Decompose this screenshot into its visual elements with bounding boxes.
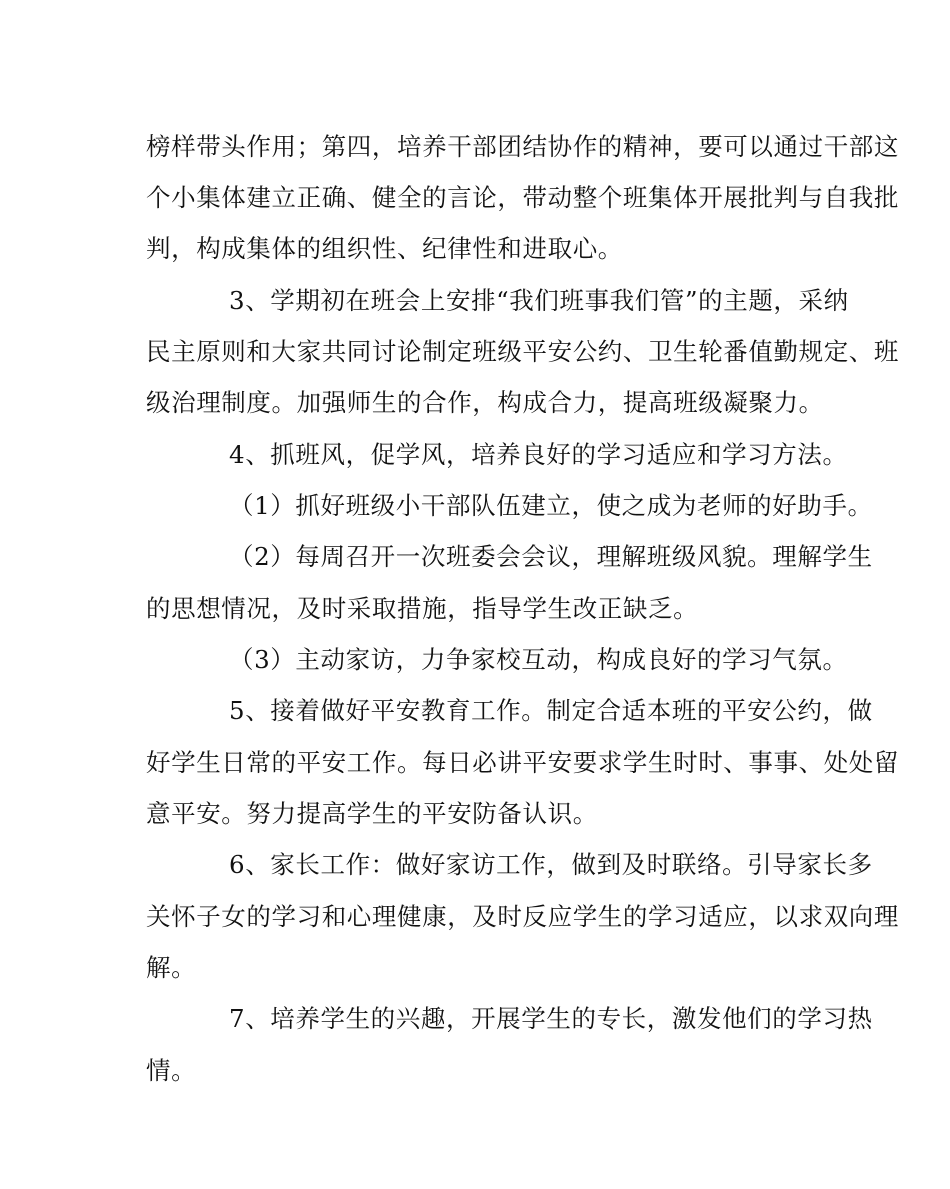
text-line: 3、学期初在班会上安排“我们班事我们管”的主题，采纳 [229,286,849,315]
text-line: 7、培养学生的兴趣，开展学生的专长，激发他们的学习热 [229,1004,873,1033]
text-line: 个小集体建立正确、健全的言论，带动整个班集体开展批判与自我批 [146,183,899,212]
text-line: 的思想情况，及时采取措施，指导学生改正缺乏。 [146,594,699,623]
text-line: 4、抓班风，促学风，培养良好的学习适应和学习方法。 [229,440,848,469]
text-line: 级治理制度。加强师生的合作，构成合力，提高班级凝聚力。 [146,388,824,417]
text-line: （3）主动家访，力争家校互动，构成良好的学习气氛。 [229,645,848,674]
text-line: （1）抓好班级小干部队伍建立，使之成为老师的好助手。 [229,491,873,520]
text-line: 解。 [146,953,197,982]
text-line: 关怀子女的学习和心理健康，及时反应学生的学习适应，以求双向理 [146,902,899,931]
text-line: 情。 [146,1056,197,1085]
text-line: 5、接着做好平安教育工作。制定合适本班的平安公约，做 [229,696,873,725]
text-line: 民主原则和大家共同讨论制定班级平安公约、卫生轮番值勤规定、班 [146,337,899,366]
text-line: （2）每周召开一次班委会会议，理解班级风貌。理解学生 [229,542,873,571]
text-line: 意平安。努力提高学生的平安防备认识。 [146,799,598,828]
text-line: 判，构成集体的组织性、纪律性和进取心。 [146,234,623,263]
text-line: 榜样带头作用；第四，培养干部团结协作的精神，要可以通过干部这 [146,132,899,161]
text-line: 6、家长工作：做好家访工作，做到及时联络。引导家长多 [229,850,873,879]
text-line: 好学生日常的平安工作。每日必讲平安要求学生时时、事事、处处留 [146,748,899,777]
